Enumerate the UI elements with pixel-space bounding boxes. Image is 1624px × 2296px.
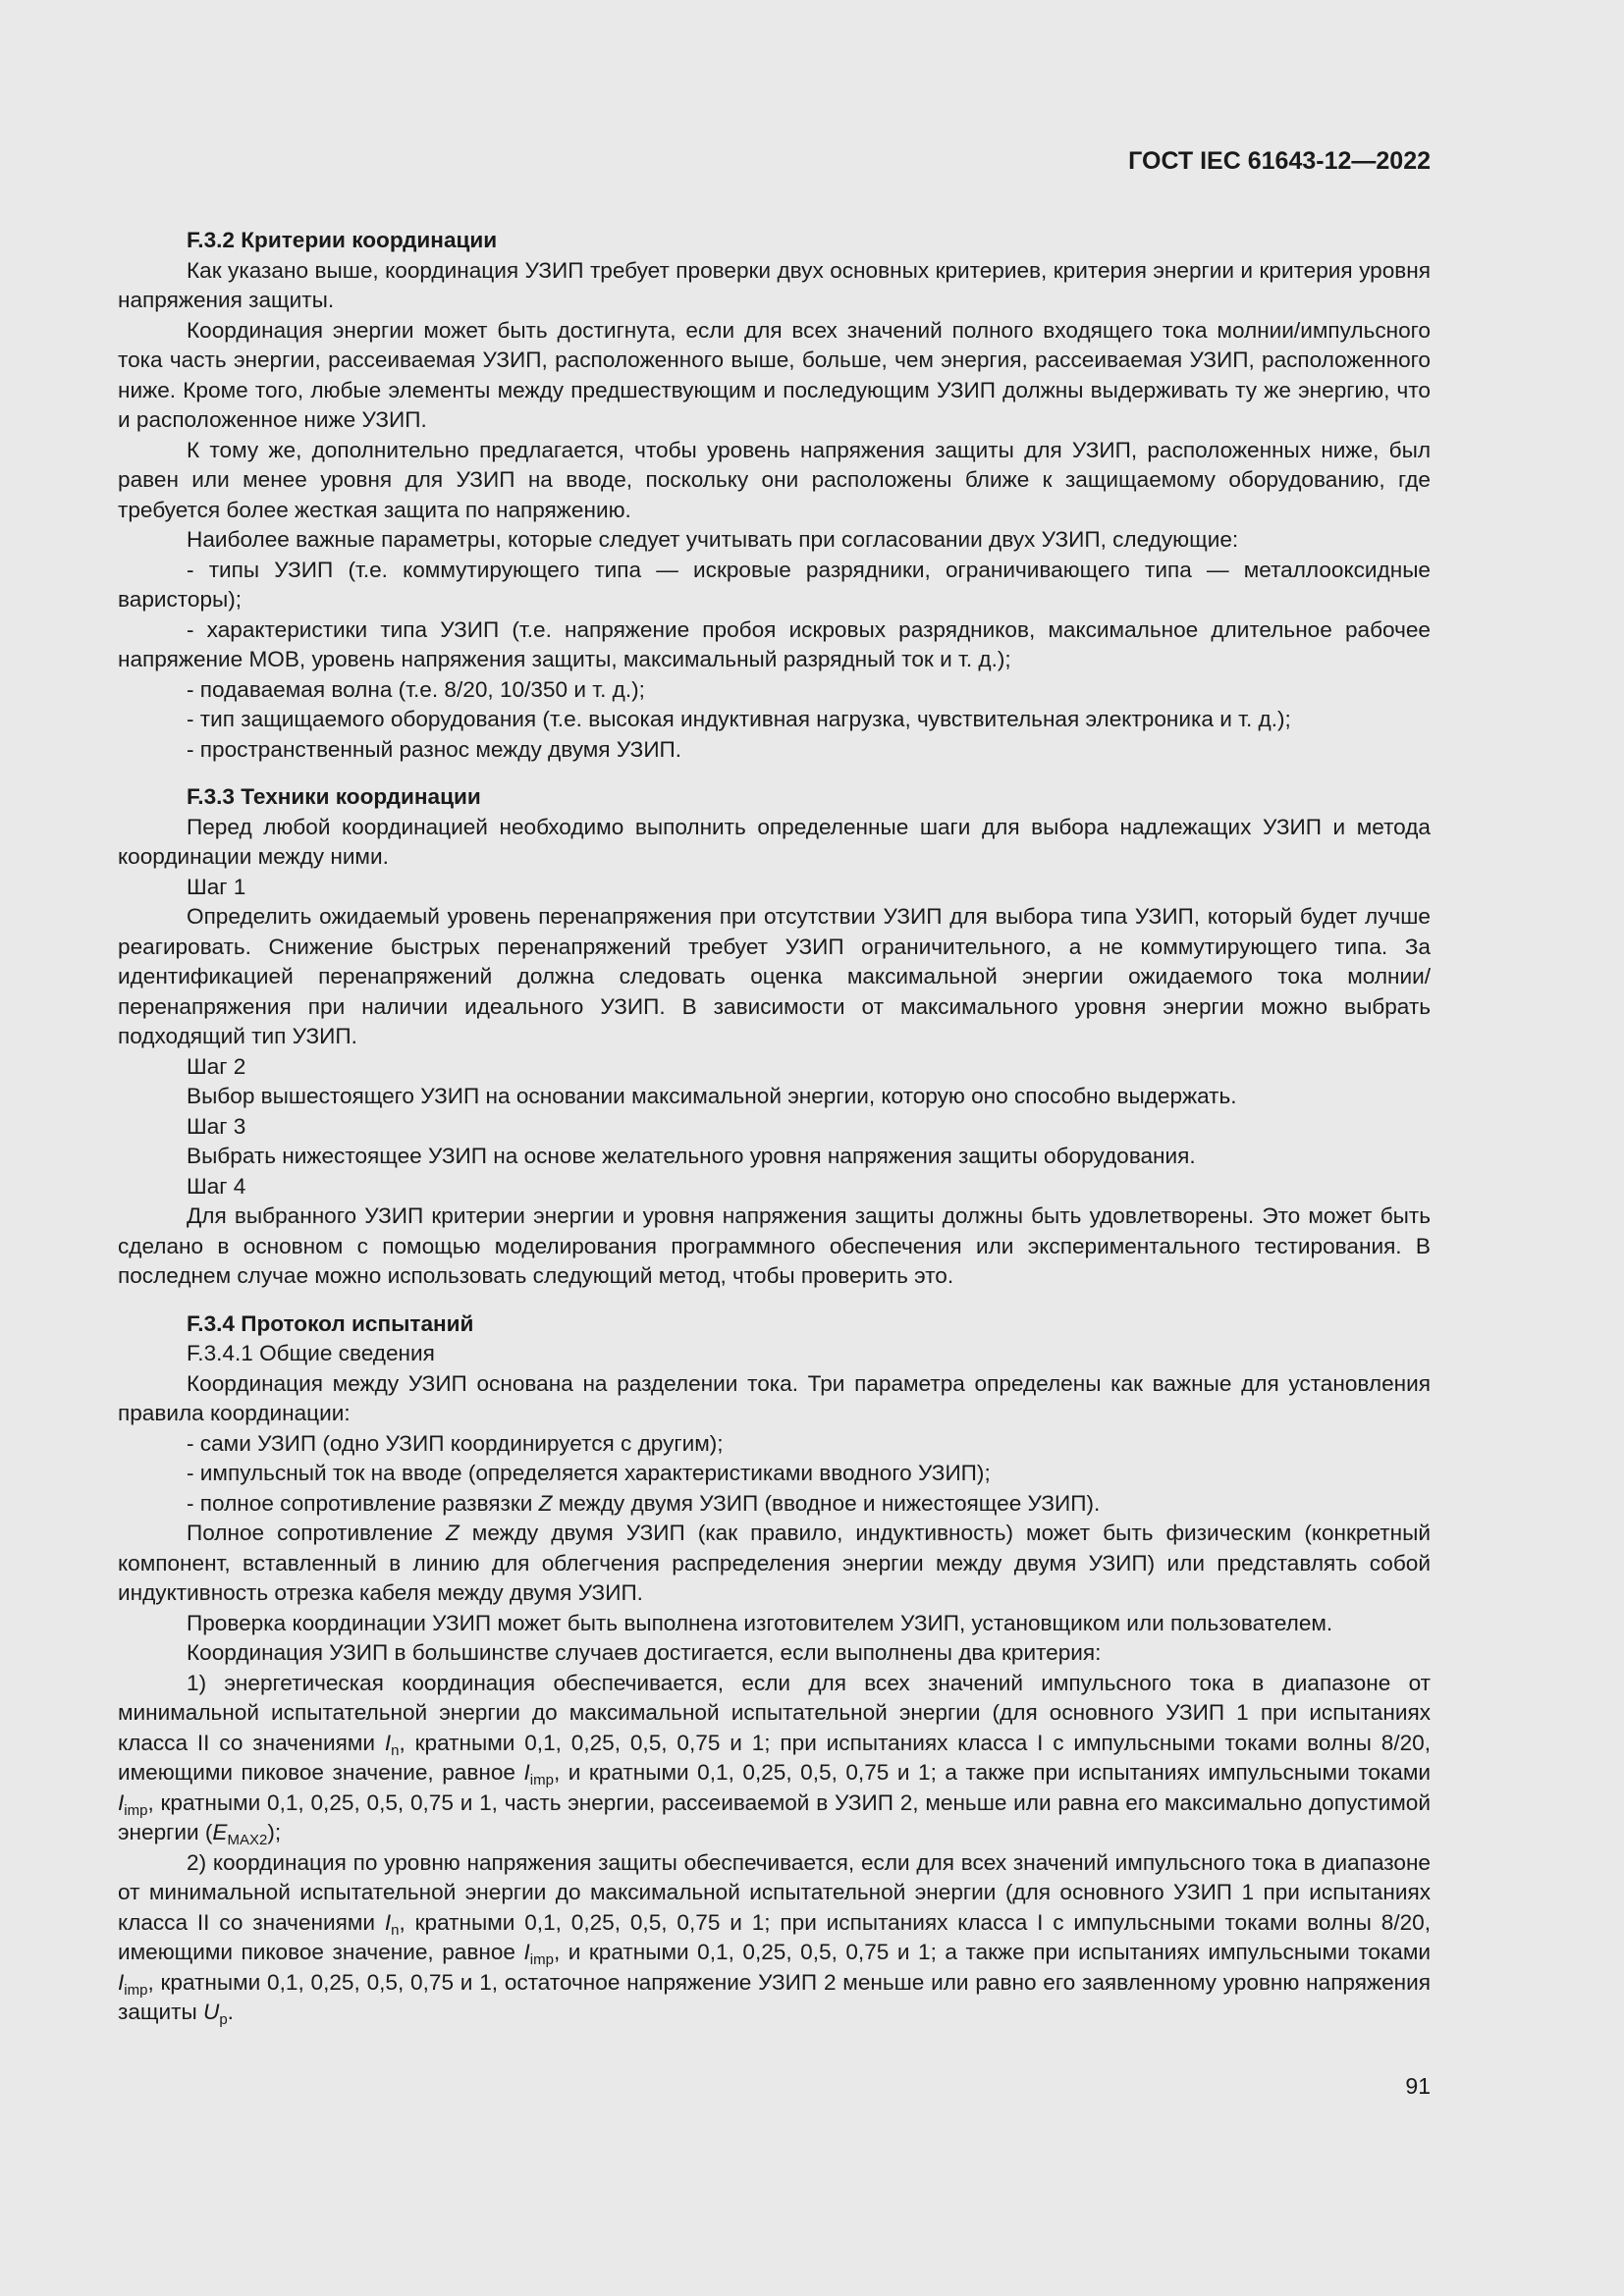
text-run: 1) энергетическая координация обеспечивается, если для всех значений импульсного тока в диапазоне от минимальной испытательной энергии до максимальной испытательной энергии (для основного УЗИП 1 при испытаниях класса II со значениями: [118, 1670, 1431, 1755]
paragraph: К тому же, дополнительно предлагается, чтобы уровень напряжения защиты для УЗИП, расположенных ниже, был равен или менее уровня для УЗИП на вводе, поскольку они расположены ближе к защищаемому оборудованию, где требуется более жесткая защита по напряжению.: [118, 437, 1431, 522]
list-item: - характеристики типа УЗИП (т.е. напряжение пробоя искровых разрядников, максимальное длительное рабочее напряжение MOB, уровень напряжения защиты, максимальный разрядный ток и т. д.);: [118, 616, 1431, 671]
text-run: - полное сопротивление развязки: [187, 1490, 539, 1516]
paragraph: Определить ожидаемый уровень перенапряжения при отсутствии УЗИП для выбора типа УЗИП, который будет лучше реагировать. Снижение быстрых перенапряжений требует УЗИП ограничительного, а не коммутирующего типа. За идентификацией перенапряжений должна следовать оценка максимальной энергии ожидаемого тока молнии/перенапряжения при наличии идеального УЗИП. В зависимости от максимального уровня энергии можно выбрать подходящий тип УЗИП.: [118, 904, 1431, 1048]
symbol-i: I: [523, 1940, 530, 1964]
paragraph: Как указано выше, координация УЗИП требует проверки двух основных критериев, критерия энергии и критерия уровня напряжения защиты.: [118, 257, 1431, 312]
paragraph: [118, 1519, 1431, 1609]
paragraph: Для выбранного УЗИП критерии энергии и уровня напряжения защиты должны быть удовлетворены. Это может быть сделано в основном с помощью моделирования программного обеспечения или экспериментального тестирования. В последнем случае можно использовать следующий метод, чтобы проверить это.: [118, 1203, 1431, 1288]
list-item: - сами УЗИП (одно УЗИП координируется с другим);: [187, 1430, 724, 1456]
symbol-z: Z: [538, 1490, 553, 1516]
list-item: [118, 1489, 1431, 1520]
step-label: Шаг 1: [187, 874, 246, 899]
paragraph: Проверка координации УЗИП может быть выполнена изготовителем УЗИП, установщиком или пользователем.: [187, 1610, 1333, 1635]
symbol-e: E: [212, 1820, 228, 1844]
section-heading-f33: F.3.3 Техники координации: [187, 784, 481, 809]
text-run: между двумя УЗИП (как правило, индуктивность) может быть физическим (конкретный компонент, вставленный в линию для облегчения распределения энергии между двумя УЗИП) или представлять собой индуктивность отрезка кабеля между двумя УЗИП.: [118, 1521, 1431, 1605]
subsection-heading: F.3.4.1 Общие сведения: [187, 1341, 435, 1365]
text-run: , и кратными 0,1, 0,25, 0,5, 0,75 и 1; а также при испытаниях импульсными токами: [553, 1940, 1431, 1964]
text-run: , кратными 0,1, 0,25, 0,5, 0,75 и 1; при испытаниях класса I с импульсными токами волны 8/20, имеющими пиковое значение, равное: [118, 1909, 1432, 1964]
symbol-i: I: [118, 1969, 125, 1995]
subscript: imp: [529, 1772, 554, 1789]
paragraph: Координация энергии может быть достигнута, если для всех значений полного входящего тока молнии/импульсного тока часть энергии, рассеиваемая УЗИП, расположенного выше, больше, чем энергия, рассеиваемая УЗИП, расположенного ниже. Кроме того, любые элементы между предшествующим и последующим УЗИП должны выдерживать ту же энергию, что и расположенное ниже УЗИП.: [118, 317, 1431, 432]
standard-header: ГОСТ IEC 61643-12—2022: [1128, 147, 1431, 175]
subscript: p: [219, 2011, 228, 2028]
list-item: - импульсный ток на вводе (определяется характеристиками вводного УЗИП);: [187, 1461, 991, 1485]
paragraph: Наиболее важные параметры, которые следует учитывать при согласовании двух УЗИП, следующие:: [187, 527, 1239, 552]
page-number: 91: [1405, 2073, 1431, 2099]
text-run: );: [267, 1820, 282, 1844]
step-label: Шаг 3: [187, 1113, 246, 1139]
subscript: imp: [529, 1951, 554, 1968]
text-run: 2) координация по уровню напряжения защиты обеспечивается, если для всех значений импульсного тока в диапазоне от минимальной испытательной энергии до максимальной испытательной энергии (для основного УЗИП 1 при испытаниях класса II со значениями: [118, 1849, 1431, 1935]
subscript: MAX2: [227, 1832, 268, 1848]
list-item: - тип защищаемого оборудования (т.е. высокая индуктивная нагрузка, чувствительная электроника и т. д.);: [187, 707, 1291, 731]
list-item: - пространственный разнос между двумя УЗИП.: [187, 736, 682, 762]
list-item: - подаваемая волна (т.е. 8/20, 10/350 и т. д.);: [187, 676, 645, 702]
subscript: imp: [124, 1981, 148, 1999]
page-body: [118, 226, 1431, 2028]
symbol-i: I: [523, 1760, 530, 1785]
text-run: между двумя УЗИП (вводное и нижестоящее УЗИП).: [552, 1490, 1101, 1516]
text-run: .: [227, 2000, 234, 2024]
text-run: , кратными 0,1, 0,25, 0,5, 0,75 и 1; при испытаниях класса I с импульсными токами волны 8/20, имеющими пиковое значение, равное: [118, 1730, 1432, 1785]
paragraph: Перед любой координацией необходимо выполнить определенные шаги для выбора надлежащих УЗИП и метода координации между ними.: [118, 814, 1431, 869]
text-run: , кратными 0,1, 0,25, 0,5, 0,75 и 1, часть энергии, рассеиваемой в УЗИП 2, меньше или равна его максимально допустимой энергии (: [118, 1789, 1431, 1844]
symbol-z: Z: [445, 1521, 460, 1545]
step-label: Шаг 2: [187, 1053, 246, 1079]
section-heading-f32: F.3.2 Критерии координации: [187, 228, 498, 252]
text-run: , кратными 0,1, 0,25, 0,5, 0,75 и 1, остаточное напряжение УЗИП 2 меньше или равно его заявленному уровню напряжения защиты: [118, 1969, 1431, 2024]
paragraph: Координация УЗИП в большинстве случаев достигается, если выполнены два критерия:: [187, 1640, 1102, 1665]
subscript: n: [391, 1741, 400, 1759]
symbol-u: U: [203, 2000, 220, 2024]
subscript: n: [391, 1921, 400, 1939]
list-item: - типы УЗИП (т.е. коммутирующего типа — искровые разрядники, ограничивающего типа — металлооксидные варисторы);: [118, 557, 1431, 612]
step-label: Шаг 4: [187, 1173, 246, 1199]
symbol-i: I: [384, 1730, 392, 1755]
symbol-i: I: [384, 1909, 392, 1935]
text-run: Полное сопротивление: [187, 1521, 446, 1545]
paragraph: Координация между УЗИП основана на разделении тока. Три параметра определены как важные для установления правила координации:: [118, 1370, 1431, 1425]
paragraph: Выбор вышестоящего УЗИП на основании максимальной энергии, которую оно способно выдержать.: [187, 1084, 1237, 1108]
criterion-1: [118, 1669, 1431, 1848]
symbol-i: I: [118, 1789, 125, 1815]
paragraph: Выбрать нижестоящее УЗИП на основе желательного уровня напряжения защиты оборудования.: [187, 1144, 1196, 1168]
subscript: imp: [124, 1801, 148, 1819]
text-run: , и кратными 0,1, 0,25, 0,5, 0,75 и 1; а также при испытаниях импульсными токами: [553, 1760, 1431, 1785]
section-heading-f34: F.3.4 Протокол испытаний: [187, 1310, 474, 1336]
criterion-2: [118, 1848, 1431, 2028]
